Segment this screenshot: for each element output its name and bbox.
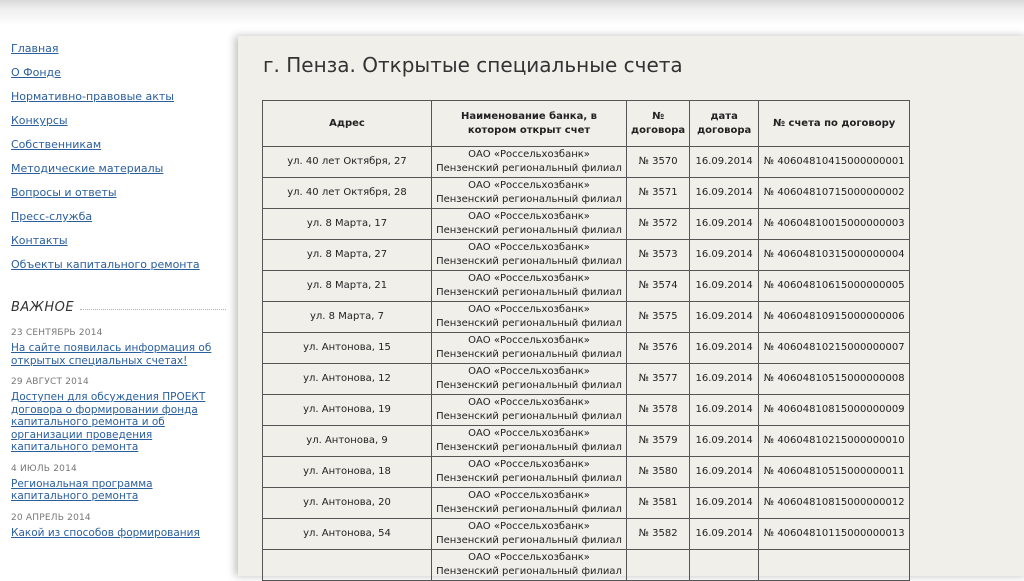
contract-number-cell: № 3577 — [627, 364, 690, 395]
address-cell: ул. Антонова, 18 — [263, 457, 432, 488]
news-link[interactable]: Доступен для обсуждения ПРОЕКТ договора о формировании фонда капитального ремонта и об организации проведения капитального ремонта — [11, 391, 206, 453]
address-cell: ул. Антонова, 15 — [263, 333, 432, 364]
nav-item-methodical[interactable]: Методические материалы — [11, 162, 164, 175]
main-content — [238, 36, 1024, 576]
contract-date-cell: 16.09.2014 — [690, 457, 759, 488]
nav-item-contacts[interactable]: Контакты — [11, 234, 68, 247]
nav-item-about[interactable]: О Фонде — [11, 66, 61, 79]
news-link[interactable]: Региональная программа капитального ремонта — [11, 477, 153, 502]
contract-date-cell: 16.09.2014 — [690, 271, 759, 302]
contract-number-cell: № 3571 — [627, 178, 690, 209]
bank-cell: ОАО «Россельхозбанк» Пензенский региональный филиал — [432, 364, 627, 395]
contract-number-cell: № 3573 — [627, 240, 690, 271]
column-header-contract-number: № договора — [627, 101, 690, 147]
bank-cell: ОАО «Россельхозбанк» Пензенский региональный филиал — [432, 240, 627, 271]
address-cell: ул. Антонова, 9 — [263, 426, 432, 457]
bank-cell: ОАО «Россельхозбанк» Пензенский региональный филиал — [432, 209, 627, 240]
contract-date-cell: 16.09.2014 — [690, 302, 759, 333]
bank-cell: ОАО «Россельхозбанк» Пензенский региональный филиал — [432, 395, 627, 426]
table-row — [263, 519, 910, 550]
contract-date-cell: 16.09.2014 — [690, 333, 759, 364]
address-cell: ул. 40 лет Октября, 28 — [263, 178, 432, 209]
table-row — [263, 302, 910, 333]
account-number-cell: № 40604810015000000003 — [759, 209, 910, 240]
account-number-cell: № 40604810715000000002 — [759, 178, 910, 209]
sidebar — [11, 42, 226, 549]
nav-item-repair-objects[interactable]: Объекты капитального ремонта — [11, 258, 200, 271]
contract-number-cell: № 3575 — [627, 302, 690, 333]
address-cell: ул. Антонова, 19 — [263, 395, 432, 426]
contract-number-cell: № 3579 — [627, 426, 690, 457]
table-body — [263, 147, 910, 581]
contract-date-cell: 16.09.2014 — [690, 395, 759, 426]
column-header-contract-date: дата договора — [690, 101, 759, 147]
table-row — [263, 395, 910, 426]
news-item — [11, 464, 226, 503]
nav-item-owners[interactable]: Собственникам — [11, 138, 102, 151]
account-number-cell — [759, 550, 910, 581]
contract-date-cell: 16.09.2014 — [690, 178, 759, 209]
contract-number-cell: № 3578 — [627, 395, 690, 426]
table-row — [263, 333, 910, 364]
important-title: ВАЖНОЕ — [11, 300, 75, 315]
table-row — [263, 178, 910, 209]
top-shadow — [0, 0, 1024, 26]
account-number-cell: № 40604810215000000010 — [759, 426, 910, 457]
contract-number-cell: № 3580 — [627, 457, 690, 488]
main-nav — [11, 42, 226, 271]
table-row — [263, 271, 910, 302]
account-number-cell: № 40604810115000000013 — [759, 519, 910, 550]
account-number-cell: № 40604810615000000005 — [759, 271, 910, 302]
account-number-cell: № 40604810215000000007 — [759, 333, 910, 364]
bank-cell: ОАО «Россельхозбанк» Пензенский региональный филиал — [432, 178, 627, 209]
contract-date-cell: 16.09.2014 — [690, 209, 759, 240]
contract-number-cell: № 3582 — [627, 519, 690, 550]
account-number-cell: № 40604810815000000012 — [759, 488, 910, 519]
address-cell — [263, 550, 432, 581]
address-cell: ул. 8 Марта, 21 — [263, 271, 432, 302]
accounts-table — [262, 100, 910, 581]
news-date: 29 АВГУСТ 2014 — [11, 377, 89, 387]
bank-cell: ОАО «Россельхозбанк» Пензенский региональный филиал — [432, 426, 627, 457]
table-row — [263, 209, 910, 240]
contract-number-cell: № 3574 — [627, 271, 690, 302]
bank-cell: ОАО «Россельхозбанк» Пензенский региональный филиал — [432, 457, 627, 488]
contract-date-cell: 16.09.2014 — [690, 488, 759, 519]
news-date: 4 ИЮЛЬ 2014 — [11, 463, 77, 474]
nav-item-press[interactable]: Пресс-служба — [11, 210, 93, 223]
nav-item-faq[interactable]: Вопросы и ответы — [11, 186, 117, 199]
contract-number-cell — [627, 550, 690, 581]
bank-cell: ОАО «Россельхозбанк» Пензенский региональный филиал — [432, 302, 627, 333]
page-title: г. Пенза. Открытые специальные счета — [263, 53, 683, 77]
important-header — [11, 300, 226, 315]
account-number-cell: № 40604810515000000011 — [759, 457, 910, 488]
bank-cell: ОАО «Россельхозбанк» Пензенский региональный филиал — [432, 488, 627, 519]
nav-item-tenders[interactable]: Конкурсы — [11, 114, 68, 127]
account-number-cell: № 40604810815000000009 — [759, 395, 910, 426]
bank-cell: ОАО «Россельхозбанк» Пензенский региональный филиал — [432, 271, 627, 302]
dotted-divider — [80, 308, 226, 310]
contract-date-cell: 16.09.2014 — [690, 426, 759, 457]
address-cell: ул. Антонова, 20 — [263, 488, 432, 519]
account-number-cell: № 40604810315000000004 — [759, 240, 910, 271]
news-date: 23 СЕНТЯБРЬ 2014 — [11, 328, 103, 338]
account-number-cell: № 40604810515000000008 — [759, 364, 910, 395]
bank-cell: ОАО «Россельхозбанк» Пензенский региональный филиал — [432, 147, 627, 178]
account-number-cell: № 40604810415000000001 — [759, 147, 910, 178]
table-row — [263, 488, 910, 519]
table-row — [263, 426, 910, 457]
column-header-address: Адрес — [263, 101, 432, 147]
account-number-cell: № 40604810915000000006 — [759, 302, 910, 333]
contract-number-cell: № 3576 — [627, 333, 690, 364]
contract-date-cell — [690, 550, 759, 581]
address-cell: ул. 8 Марта, 27 — [263, 240, 432, 271]
address-cell: ул. 40 лет Октября, 27 — [263, 147, 432, 178]
contract-number-cell: № 3572 — [627, 209, 690, 240]
address-cell: ул. Антонова, 12 — [263, 364, 432, 395]
news-item — [11, 377, 226, 454]
column-header-bank: Наименование банка, в котором открыт счет — [432, 101, 627, 147]
bank-cell: ОАО «Россельхозбанк» Пензенский региональный филиал — [432, 550, 627, 581]
bank-cell: ОАО «Россельхозбанк» Пензенский региональный филиал — [432, 333, 627, 364]
contract-date-cell: 16.09.2014 — [690, 364, 759, 395]
news-date: 20 АПРЕЛЬ 2014 — [11, 512, 91, 523]
address-cell: ул. 8 Марта, 7 — [263, 302, 432, 333]
contract-date-cell: 16.09.2014 — [690, 240, 759, 271]
contract-date-cell: 16.09.2014 — [690, 519, 759, 550]
news-item — [11, 513, 226, 540]
table-row — [263, 147, 910, 178]
address-cell: ул. Антонова, 54 — [263, 519, 432, 550]
contract-number-cell: № 3570 — [627, 147, 690, 178]
table-row — [263, 550, 910, 581]
table-row — [263, 240, 910, 271]
table-row — [263, 457, 910, 488]
nav-item-legal-acts[interactable]: Нормативно-правовые акты — [11, 90, 174, 103]
nav-item-home[interactable]: Главная — [11, 42, 59, 55]
table-row — [263, 364, 910, 395]
table-header-row — [263, 101, 910, 147]
news-link[interactable]: На сайте появилась информация об открытых специальных счетах! — [11, 342, 212, 367]
bank-cell: ОАО «Россельхозбанк» Пензенский региональный филиал — [432, 519, 627, 550]
column-header-account-number: № счета по договору — [759, 101, 910, 147]
news-link[interactable]: Какой из способов формирования — [11, 526, 200, 539]
contract-number-cell: № 3581 — [627, 488, 690, 519]
contract-date-cell: 16.09.2014 — [690, 147, 759, 178]
news-item — [11, 328, 226, 367]
address-cell: ул. 8 Марта, 17 — [263, 209, 432, 240]
